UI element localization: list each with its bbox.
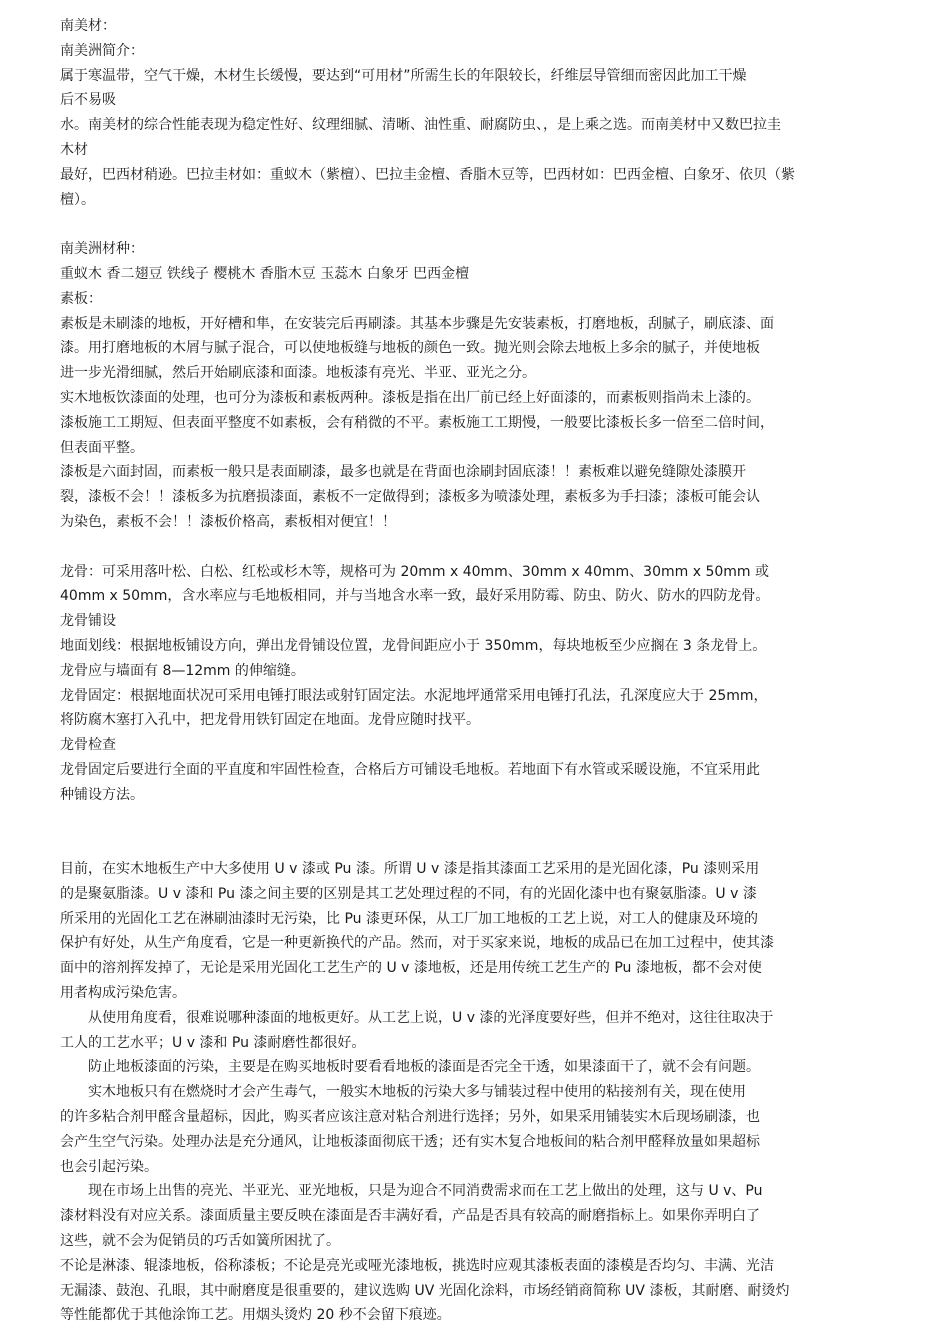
text-line: 但表面平整。 bbox=[60, 439, 144, 456]
text-line: 为染色，素板不会！！漆板价格高，素板相对便宜！！ bbox=[60, 513, 396, 530]
heading-keel-inspection: 龙骨检查 bbox=[60, 737, 116, 754]
text-line: 檀）。 bbox=[60, 191, 95, 208]
text-line: 工人的工艺水平；U v 漆和 Pu 漆耐磨性都很好。 bbox=[60, 1034, 366, 1051]
text-line: 漆。用打磨地板的木屑与腻子混合，可以使地板缝与地板的颜色一致。抛光则会除去地板上多余的腻子，并使地板 bbox=[60, 340, 760, 357]
text-line: 的许多粘合剂甲醛含量超标，因此，购买者应该注意对粘合剂进行选择；另外，如果采用铺装实木后现场刷漆，也 bbox=[60, 1109, 760, 1126]
text-line: 木材 bbox=[60, 141, 88, 158]
text-line: 龙骨固定：根据地面状况可采用电锤打眼法或射钉固定法。水泥地坪通常采用电锤打孔法，孔深度应大于 25mm， bbox=[60, 687, 768, 704]
text-line: 地面划线：根据地板铺设方向，弹出龙骨铺设位置，龙骨间距应小于 350mm，每块地板至少应搁在 3 条龙骨上。 bbox=[60, 637, 767, 654]
text-line: 所采用的光固化工艺在淋刷油漆时无污染，比 Pu 漆更环保，从工厂加工地板的工艺上说，对工人的健康及环境的 bbox=[60, 910, 758, 927]
text-line: 龙骨固定后要进行全面的平直度和牢固性检查，合格后方可铺设毛地板。若地面下有水管或采暖设施，不宜采用此 bbox=[60, 761, 760, 778]
text-line: 重蚁木 香二翅豆 铁线子 樱桃木 香脂木豆 玉蕊木 白象牙 巴西金檀 bbox=[60, 265, 470, 282]
text-line: 保护有好处，从生产角度看，它是一种更新换代的产品。然而，对于买家来说，地板的成品已在加工过程中，使其漆 bbox=[60, 935, 774, 952]
blank-line bbox=[60, 535, 890, 560]
heading-south-america-intro: 南美洲简介： bbox=[60, 42, 144, 59]
blank-line bbox=[60, 212, 890, 237]
text-line: 40mm x 50mm，含水率应与毛地板相同，并与当地含水率一致，最好采用防霉、防虫、防火、防水的四防龙骨。 bbox=[60, 588, 770, 605]
text-line: 后不易吸 bbox=[60, 92, 116, 109]
text-line: 不论是淋漆、辊漆地板，俗称漆板；不论是亮光或哑光漆地板，挑选时应观其漆板表面的漆模是否均匀、丰满、光洁 bbox=[60, 1257, 774, 1274]
text-line: 从使用角度看，很难说哪种漆面的地板更好。从工艺上说，U v 漆的光泽度要好些，但并不绝对，这往往取决于 bbox=[88, 1009, 774, 1026]
heading-south-american-wood: 南美材： bbox=[60, 18, 116, 34]
text-line: 无漏漆、鼓泡、孔眼，其中耐磨度是很重要的，建议选购 UV 光固化涂料，市场经销商简称 UV 漆板，其耐磨、耐烫灼 bbox=[60, 1282, 790, 1299]
text-line: 进一步光滑细腻，然后开始刷底漆和面漆。地板漆有亮光、半亚、亚光之分。 bbox=[60, 365, 536, 382]
text-line: 水。南美材的综合性能表现为稳定性好、纹理细腻、清晰、油性重、耐腐防虫、，是上乘之选。而南美材中又数巴拉圭 bbox=[60, 117, 781, 134]
text-line: 实木地板饮漆面的处理，也可分为漆板和素板两种。漆板是指在出厂前已经上好面漆的，而素板则指尚未上漆的。 bbox=[60, 389, 760, 406]
text-line: 现在市场上出售的亮光、半亚光、亚光地板，只是为迎合不同消费需求而在工艺上做出的处理，这与 U v、Pu bbox=[88, 1183, 763, 1200]
text-line: 也会引起污染。 bbox=[60, 1158, 158, 1175]
heading-keel-installation: 龙骨铺设 bbox=[60, 613, 116, 630]
text-line: 将防腐木塞打入孔中，把龙骨用铁钉固定在地面。龙骨应随时找平。 bbox=[60, 712, 480, 729]
text-line: 属于寒温带，空气干燥，木材生长缓慢，要达到“可用材”所需生长的年限较长，纤维层导管细而密因此加工干燥 bbox=[60, 67, 747, 84]
heading-wood-species: 南美洲材种： bbox=[60, 241, 144, 258]
text-line: 目前，在实木地板生产中大多使用 U v 漆或 Pu 漆。所谓 U v 漆是指其漆面工艺采用的是光固化漆，Pu 漆则采用 bbox=[60, 861, 760, 878]
text-line: 素板是未刷漆的地板，开好槽和隼，在安装完后再刷漆。其基本步骤是先安装素板，打磨地板，刮腻子，刷底漆、面 bbox=[60, 315, 774, 332]
text-line: 这些，就不会为促销员的巧舌如簧所困扰了。 bbox=[60, 1233, 340, 1250]
text-line: 防止地板漆面的污染，主要是在购买地板时要看看地板的漆面是否完全干透，如果漆面干了，就不会有问题。 bbox=[88, 1059, 760, 1076]
text-line: 面中的溶剂挥发掉了，无论是采用光固化工艺生产的 U v 漆地板，还是用传统工艺生产的 Pu 漆地板，都不会对使 bbox=[60, 960, 762, 977]
text-line: 龙骨应与墙面有 8—12mm 的伸缩缝。 bbox=[60, 662, 305, 679]
text-line: 等性能都优于其他涂饰工艺。用烟头烫灼 20 秒不会留下痕迹。 bbox=[60, 1307, 451, 1324]
text-line: 龙骨：可采用落叶松、白松、红松或杉木等，规格可为 20mm x 40mm、30mm x 40mm、30mm x 50mm 或 bbox=[60, 563, 769, 580]
text-line: 会产生空气污染。处理办法是充分通风，让地板漆面彻底干透；还有实木复合地板间的粘合剂甲醛释放量如果超标 bbox=[60, 1133, 760, 1150]
text-line: 最好，巴西材稍逊。巴拉圭材如：重蚁木（紫檀）、巴拉圭金檀、香脂木豆等，巴西材如：巴西金檀、白象牙、依贝（紫 bbox=[60, 166, 795, 183]
blank-line bbox=[60, 832, 890, 857]
text-line: 的是聚氨脂漆。U v 漆和 Pu 漆之间主要的区别是其工艺处理过程的不同，有的光固化漆中也有聚氨脂漆。U v 漆 bbox=[60, 885, 757, 902]
heading-unfinished-board: 素板： bbox=[60, 290, 102, 307]
blank-line bbox=[60, 808, 890, 833]
text-line: 实木地板只有在燃烧时才会产生毒气，一般实木地板的污染大多与铺装过程中使用的粘接剂有关，现在使用 bbox=[88, 1084, 746, 1101]
text-line: 漆板施工工期短、但表面平整度不如素板，会有稍微的不平。素板施工工期慢，一般要比漆板长多一倍至二倍时间， bbox=[60, 414, 774, 431]
text-line: 裂，漆板不会！！漆板多为抗磨损漆面，素板不一定做得到；漆板多为喷漆处理，素板多为手扫漆；漆板可能会认 bbox=[60, 489, 760, 506]
text-line: 种铺设方法。 bbox=[60, 786, 144, 803]
text-line: 用者构成污染危害。 bbox=[60, 985, 186, 1002]
text-line: 漆板是六面封固，而素板一般只是表面刷漆，最多也就是在背面也涂刷封固底漆！！素板难以避免缝隙处漆膜开 bbox=[60, 464, 746, 481]
text-line: 漆材料没有对应关系。漆面质量主要反映在漆面是否丰满好看，产品是否具有较高的耐磨指标上。如果你弄明白了 bbox=[60, 1208, 760, 1225]
